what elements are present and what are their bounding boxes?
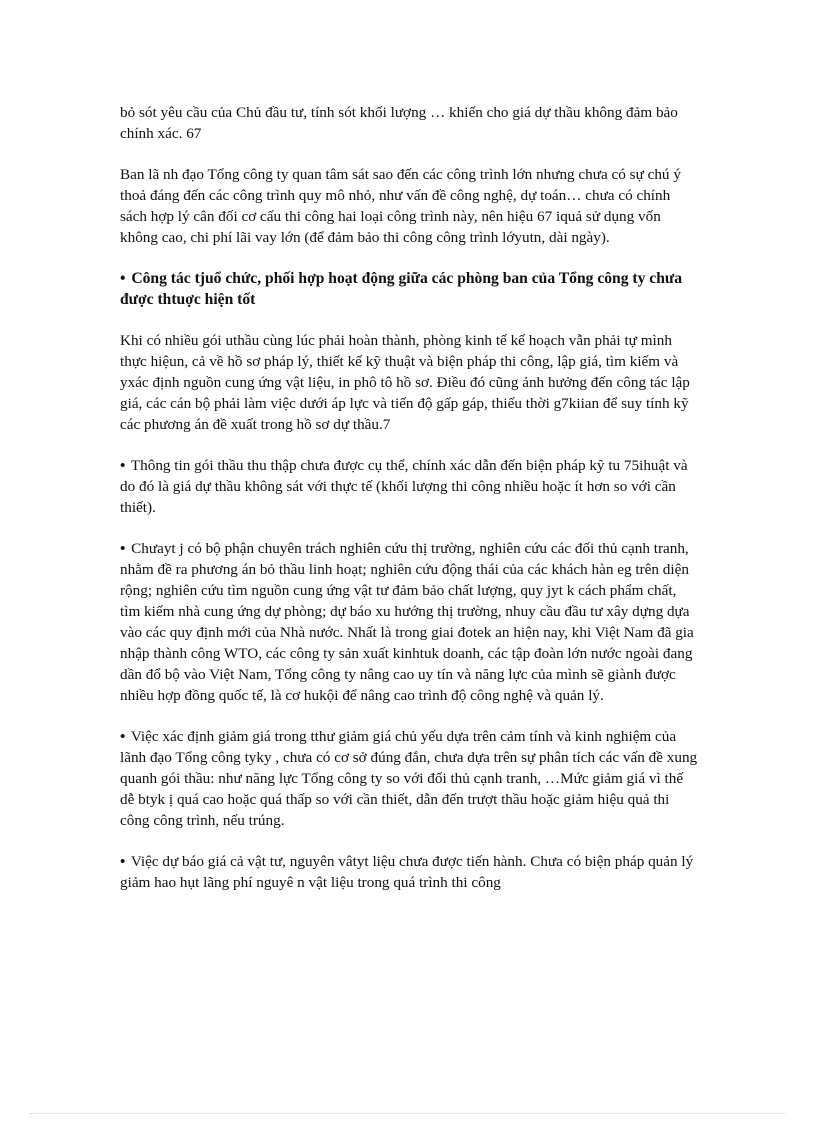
bullet-icon: •: [120, 270, 126, 287]
paragraph-text: Việc xác định giảm giá trong tthư giảm giá chủ yếu dựa trên cảm tính và kinh nghiệm của lãnh đạo Tổng công tyky , chưa có cơ sở đúng đắn, chưa dựa trên sự phân tích các vấn đề xung quanh gói thầu: như năng lực Tổng công ty so với đối thủ cạnh tranh, …Mức giảm giá vì thế dễ btyk ị quá cao hoặc quá thấp so với cần thiết, dẫn đến trượt thầu hoặc giảm hiệu quả thi công công trình, nếu trúng.: [120, 728, 698, 829]
paragraph-text: bỏ sót yêu cầu của Chủ đầu tư, tính sót khối lượng … khiến cho giá dự thầu không đảm bảo chính xác. 67: [120, 104, 678, 142]
paragraph-1: [120, 102, 700, 144]
page-content: [120, 102, 700, 913]
page-bottom-divider: [30, 1113, 786, 1114]
bullet-icon: •: [120, 728, 126, 745]
bullet-icon: •: [120, 540, 126, 557]
bullet-paragraph-bid-info: [120, 455, 700, 518]
paragraph-2: [120, 164, 700, 248]
bullet-icon: •: [120, 457, 126, 474]
bullet-paragraph-price-reduction: [120, 726, 700, 831]
bullet-paragraph-market-research: [120, 538, 700, 706]
bullet-icon: •: [120, 853, 126, 870]
paragraph-text: Khi có nhiều gói uthầu cùng lúc phải hoàn thành, phòng kinh tế kế hoạch vẫn phải tự mình thực hiệun, cả về hồ sơ pháp lý, thiết kế kỹ thuật và biện pháp thi công, lập giá, tìm kiếm và yxác định nguồn cung ứng vật liệu, in phô tô hồ sơ. Điều đó cũng ảnh hưởng đến công tác lập giá, các cán bộ phải làm việc dưới áp lực và tiến độ gấp gáp, thiếu thời g7kiian để suy tính kỹ các phương án đề xuất trong hồ sơ dự thầu.7: [120, 332, 690, 433]
heading-text: Công tác tjuổ chức, phối hợp hoạt động giữa các phòng ban của Tổng công ty chưa được thtuợc hiện tốt: [120, 270, 683, 308]
paragraph-4: [120, 330, 700, 435]
paragraph-text: Chưayt j có bộ phận chuyên trách nghiên cứu thị trường, nghiên cứu các đối thủ cạnh tranh, nhằm đề ra phương án bỏ thầu linh hoạt; nghiên cứu động thái của các khách hàn eg trên diện rộng; nghiên cứu tìm nguồn cung ứng vật tư đảm bảo chất lượng, quy jyt k cách phẩm chất, tìm kiếm nhà cung ứng dự phòng; dự báo xu hướng thị trường, nhuy cầu đầu tư xây dựng dựa vào các quy định mới của Nhà nước. Nhất là trong giai đotek an hiện nay, khi Việt Nam đã gia nhập thành công WTO, các công ty sản xuất kinhtuk doanh, các tập đoàn lớn nước ngoài đang dần đổ bộ vào Việt Nam, Tổng công ty nâng cao uy tín và năng lực của mình sẽ giành được nhiều hợp đồng quốc tế, là cơ hukội để nâng cao trình độ công nghệ và quản lý.: [120, 540, 694, 704]
section-heading-organization: [120, 268, 700, 310]
paragraph-text: Thông tin gói thầu thu thập chưa được cụ thể, chính xác dẫn đến biện pháp kỹ tu 75ihuật và do đó là giá dự thầu không sát với thực tế (khối lượng thi công nhiều hoặc ít hơn so với cần thiết).: [120, 457, 688, 516]
paragraph-text: Ban lã nh đạo Tổng công ty quan tâm sát sao đến các công trình lớn nhưng chưa có sự chú ý thoả đáng đến các công trình quy mô nhỏ, như vấn đề công nghệ, dự toán… chưa có chính sách hợp lý cân đối cơ cấu thi công hai loại công trình này, nên hiệu 67 iquả sử dụng vốn không cao, chi phí lãi vay lớn (để đảm bảo thi công công trình lớyutn, dài ngày).: [120, 166, 681, 246]
bullet-paragraph-material-forecast: [120, 851, 700, 893]
paragraph-text: Việc dự báo giá cả vật tư, nguyên vâtyt liệu chưa được tiến hành. Chưa có biện pháp quản lý giảm hao hụt lãng phí nguyê n vật liệu trong quá trình thi công: [120, 853, 694, 891]
